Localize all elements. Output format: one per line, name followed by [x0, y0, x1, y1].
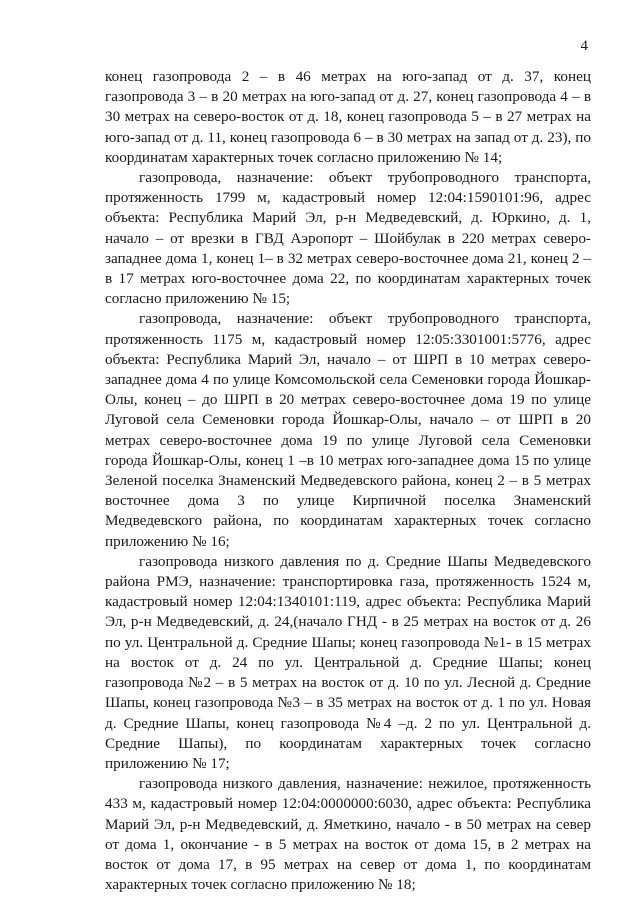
- paragraph-gas-pipeline-yurkino: газопровода, назначение: объект трубопроводного транспорта, протяженность 1799 м, кадастровый номер 12:04:1590101:96, адрес объекта: Республика Марий Эл, р-н Медведевский, д. Юркино, д. 1, начало – от врезки в ГВД Аэропорт – Шойбулак в 220 метрах северо-западнее дома 1, конец 1– в 32 метрах северо-восточнее дома 21, конец 2 – в 17 метрах юго-восточнее дома 22, по координатам характерных точек согласно приложению № 15;: [105, 169, 591, 308]
- paragraph-gas-pipeline-yametkino: газопровода низкого давления, назначение: нежилое, протяженность 433 м, кадастровый номер 12:04:0000000:6030, адрес объекта: Республика Марий Эл, р-н Медведевский, д. Яметкино, начало - в 50 метрах на север от дома 1, окончание - в 5 метрах на восток от дома 15, в 2 метрах на восток от дома 17, в 95 метрах на север от дома 1, по координатам характерных точек согласно приложению № 18;: [105, 775, 591, 894]
- paragraph-gas-pipeline-semenovka: газопровода, назначение: объект трубопроводного транспорта, протяженность 1175 м, кадастровый номер 12:05:3301001:5776, адрес объекта: Республика Марий Эл, начало – от ШРП в 10 метрах северо-западнее дома 4 по улице Комсомольской села Семеновки города Йошкар-Олы, конец – до ШРП в 20 метрах северо-восточнее дома 19 по улице Луговой села Семеновки города Йошкар-Олы, начало – от ШРП в 20 метрах северо-восточнее дома 19 по улице Луговой села Семеновки города Йошкар-Олы, конец 1 –в 10 метрах юго-западнее дома 15 по улице Зеленой поселка Знаменский Медведевского района, конец 2 – в 5 метрах восточнее дома 3 по улице Кирпичной поселка Знаменский Медведевского района, по координатам характерных точек согласно приложению № 16;: [105, 310, 591, 550]
- paragraph-continuation: конец газопровода 2 – в 46 метрах на юго-запад от д. 37, конец газопровода 3 – в 20 метрах на юго-запад от д. 27, конец газопровода 4 – в 30 метрах на северо-восток от д. 18, конец газопровода 5 – в 27 метрах на юго-запад от д. 11, конец газопровода 6 – в 30 метрах на запад от д. 23), по координатам характерных точек согласно приложению № 14;: [105, 68, 591, 166]
- page-number: 4: [580, 38, 588, 54]
- paragraph-gas-pipeline-srednie-shapy: газопровода низкого давления по д. Средние Шапы Медведевского района РМЭ, назначение: транспортировка газа, протяженность 1524 м, кадастровый номер 12:04:1340101:119, адрес объекта: Республика Марий Эл, р-н Медведевский, д. 24,(начало ГНД - в 25 метрах на восток от д. 26 по ул. Центральной д. Средние Шапы; конец газопровода №1- в 15 метрах на восток от д. 24 по ул. Центральной д. Средние Шапы; конец газопровода №2 – в 5 метрах на восток от д. 10 по ул. Лесной д. Средние Шапы, конец газопровода №3 – в 35 метрах на восток от д. 1 по ул. Новая д. Средние Шапы, конец газопровода №4 –д. 2 по ул. Центральной д. Средние Шапы), по координатам характерных точек согласно приложению № 17;: [105, 552, 591, 772]
- document-body: [105, 67, 591, 895]
